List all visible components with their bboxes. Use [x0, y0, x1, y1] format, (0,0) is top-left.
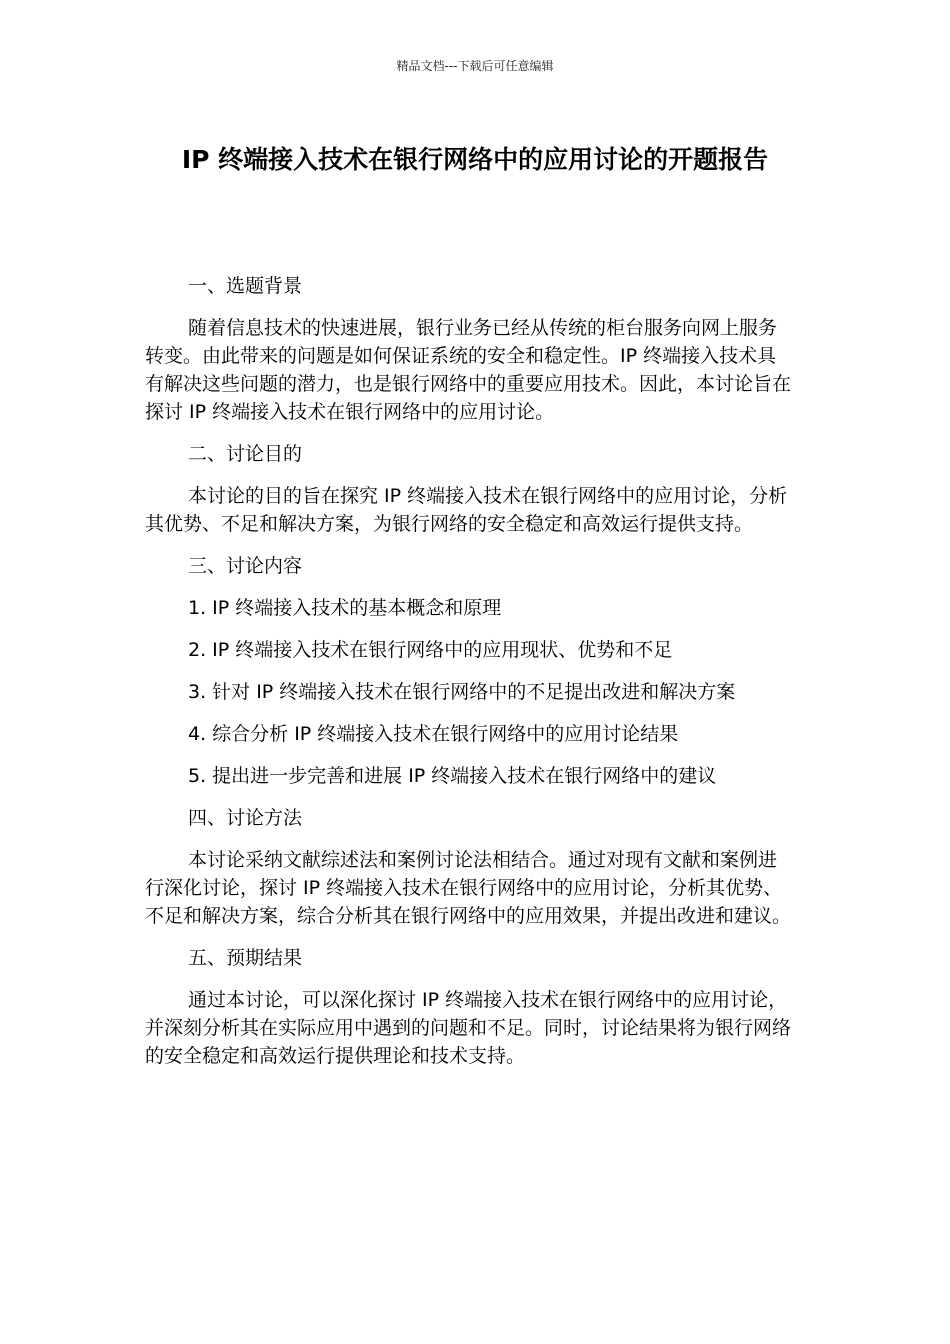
section-heading-content: 三、讨论内容 — [188, 555, 303, 577]
section-body-purpose: 本讨论的目的旨在探究 IP 终端接入技术在银行网络中的应用讨论，分析其优势、不足和解决方案，为银行网络的安全稳定和高效运行提供支持。 — [145, 485, 788, 535]
section-heading-background: 一、选题背景 — [188, 275, 303, 297]
section-body-expected-results: 通过本讨论，可以深化探讨 IP 终端接入技术在银行网络中的应用讨论，并深刻分析其在实际应用中遇到的问题和不足。同时，讨论结果将为银行网络的安全稳定和高效运行提供理论和技术支持。 — [145, 989, 792, 1067]
content-list-item: 1. IP 终端接入技术的基本概念和原理 — [188, 597, 502, 619]
content-list-item: 2. IP 终端接入技术在银行网络中的应用现状、优势和不足 — [188, 639, 673, 661]
content-list-item: 5. 提出进一步完善和进展 IP 终端接入技术在银行网络中的建议 — [188, 765, 717, 787]
document-title: IP 终端接入技术在银行网络中的应用讨论的开题报告 — [181, 145, 769, 174]
header-note: 精品文档---下载后可任意编辑 — [396, 59, 554, 73]
section-heading-expected-results: 五、预期结果 — [188, 947, 303, 969]
content-list-item: 4. 综合分析 IP 终端接入技术在银行网络中的应用讨论结果 — [188, 723, 679, 745]
section-heading-purpose: 二、讨论目的 — [188, 443, 303, 465]
section-heading-method: 四、讨论方法 — [188, 807, 303, 829]
section-body-method: 本讨论采纳文献综述法和案例讨论法相结合。通过对现有文献和案例进行深化讨论，探讨 IP 终端接入技术在银行网络中的应用讨论，分析其优势、不足和解决方案，综合分析其在银行网络中的应用效果，并提出改进和建议。 — [145, 849, 792, 927]
document-body — [145, 272, 795, 1084]
section-body-background: 随着信息技术的快速进展，银行业务已经从传统的柜台服务向网上服务转变。由此带来的问题是如何保证系统的安全和稳定性。IP 终端接入技术具有解决这些问题的潜力，也是银行网络中的重要应用技术。因此，本讨论旨在探讨 IP 终端接入技术在银行网络中的应用讨论。 — [145, 317, 792, 423]
content-list-item: 3. 针对 IP 终端接入技术在银行网络中的不足提出改进和解决方案 — [188, 681, 736, 703]
